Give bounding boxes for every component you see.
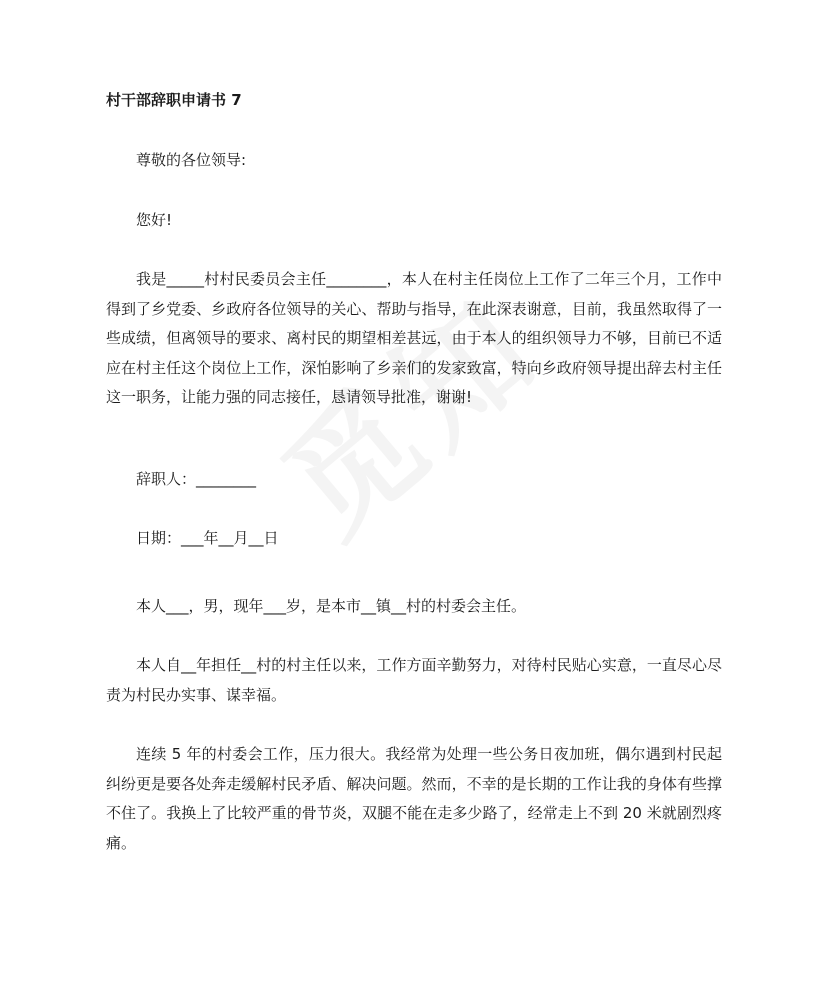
greeting: 您好! bbox=[136, 211, 173, 229]
salutation: 尊敬的各位领导: bbox=[136, 151, 247, 169]
intro-paragraph: 本人___，男，现年___岁，是本市__镇__村的村委会主任。 bbox=[136, 597, 527, 615]
date-line: 日期：___年__月__日 bbox=[136, 529, 279, 547]
body-paragraph-3: 连续 5 年的村委会工作，压力很大。我经常为处理一些公务日夜加班，偶尔遇到村民起纠纷更是要各处奔走缓解村民矛盾、解决问题。然而，不幸的是长期的工作让我的身体有些撑不住了。我换上了比较严重的骨节炎，双腿不能在走多少路了，经常走上不到 20 米就剧烈疼痛。 bbox=[106, 745, 722, 852]
signature-line: 辞职人：________ bbox=[136, 470, 257, 488]
body-paragraph-1: 我是_____村村民委员会主任________，本人在村主任岗位上工作了二年三个月，工作中得到了乡党委、乡政府各位领导的关心、帮助与指导，在此深表谢意，目前，我虽然取得了一些成绩，但离领导的要求、离村民的期望相差甚远，由于本人的组织领导力不够，目前已不适应在村主任这个岗位上工作，深怕影响了乡亲们的发家致富，特向乡政府领导提出辞去村主任这一职务，让能力强的同志接任，恳请领导批准，谢谢! bbox=[106, 270, 722, 406]
body-paragraph-2: 本人自__年担任__村的村主任以来，工作方面辛勤努力，对待村民贴心实意，一直尽心尽责为村民办实事、谋幸福。 bbox=[106, 656, 722, 704]
document-title: 村干部辞职申请书 7 bbox=[106, 91, 242, 109]
